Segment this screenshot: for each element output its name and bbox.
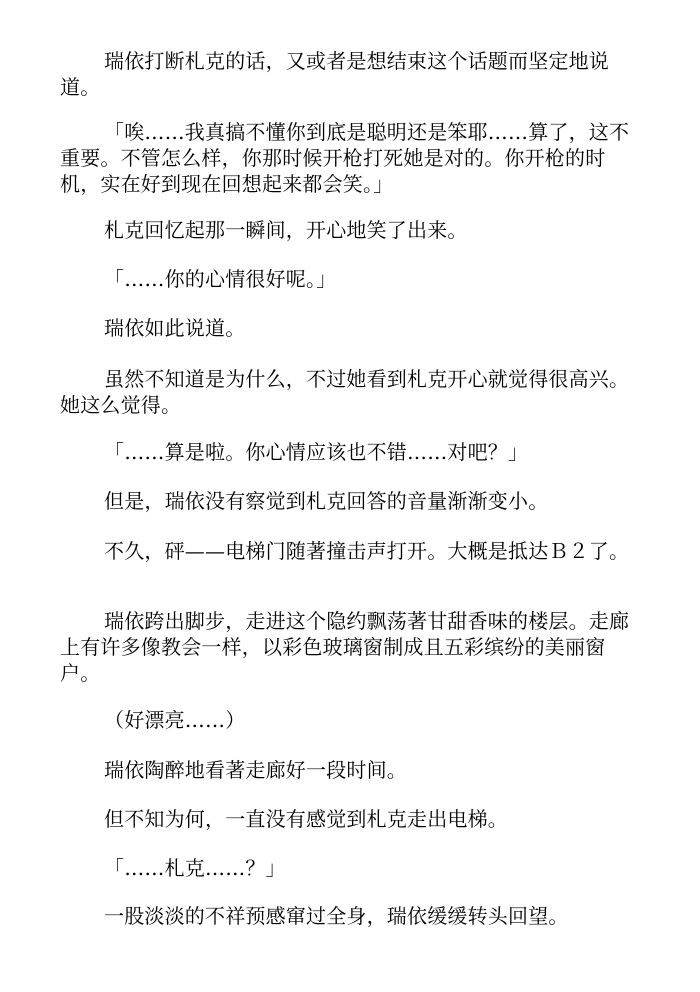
paragraph-13: 但不知为何，一直没有感觉到札克走出电梯。 [104, 807, 508, 831]
paragraph-9: 不久，砰——电梯门随著撞击声打开。大概是抵达Ｂ２了。 [104, 539, 630, 563]
paragraph-1: 瑞依打断札克的话，又或者是想结束这个话题而坚定地说道。 [60, 49, 609, 99]
paragraph-2: 「唉……我真搞不懂你到底是聪明还是笨耶……算了，这不重要。不管怎么样，你那时候开枪打死她是对的。你开枪的时机，实在好到现在回想起来都会笑。」 [60, 120, 630, 196]
paragraph-7: 「……算是啦。你心情应该也不错……对吧？」 [104, 440, 529, 464]
paragraph-15: 一股淡淡的不祥预感窜过全身，瑞依缓缓转头回望。 [104, 904, 569, 928]
paragraph-12: 瑞依陶醉地看著走廊好一段时间。 [104, 758, 407, 782]
paragraph-4: 「……你的心情很好呢。」 [104, 267, 337, 291]
paragraph-11: （好漂亮……） [104, 708, 246, 732]
paragraph-14: 「……札克……？」 [104, 856, 286, 880]
paragraph-10: 瑞依跨出脚步，走进这个隐约飘荡著甘甜香味的楼层。走廊上有许多像教会一样，以彩色玻璃窗制成且五彩缤纷的美丽窗户。 [60, 609, 630, 685]
paragraph-5: 瑞依如此说道。 [104, 316, 246, 340]
paragraph-8: 但是，瑞依没有察觉到札克回答的音量渐渐变小。 [104, 489, 549, 513]
paragraph-6: 虽然不知道是为什么，不过她看到札克开心就觉得很高兴。她这么觉得。 [60, 367, 630, 417]
paragraph-3: 札克回忆起那一瞬间，开心地笑了出来。 [104, 218, 468, 242]
